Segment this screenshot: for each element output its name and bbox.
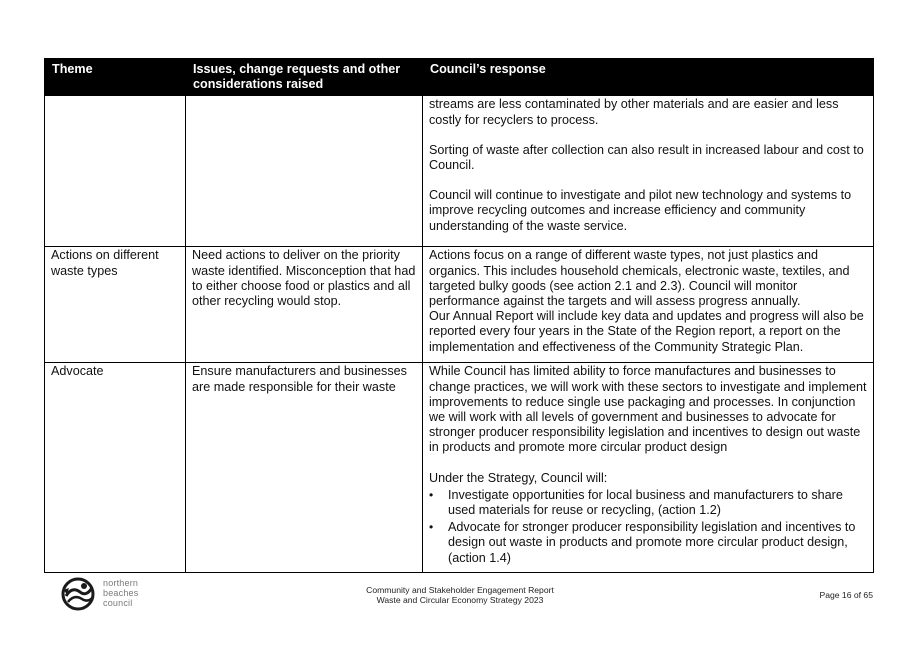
list-item: • Advocate for stronger producer responsibility legislation and incentives to design out waste in products and promote more circular product design, (action 1.4) [448,520,868,566]
logo-line: northern [103,578,139,588]
issues-cell: Need actions to deliver on the priority waste identified. Misconception that had to either choose food or plastics and all other recycling would stop. [186,247,423,363]
theme-cell: Actions on different waste types [45,247,186,363]
list-item: • Investigate opportunities for local business and manufacturers to share used materials for reuse or recycling, (action 1.2) [448,488,868,518]
response-paragraph: Under the Strategy, Council will: [429,470,608,485]
header-response: Council’s response [423,59,874,96]
header-theme: Theme [45,59,186,96]
footer-report-name: Community and Stakeholder Engagement Report [366,585,554,595]
response-paragraph: While Council has limited ability to force manufactures and businesses to change practices, we will work with these sectors to investigate and implement improvements to reduce single use packaging and processes. In conjunction we will work with all levels of government and businesses to advocate for stronger producer responsibility legislation and incentives to design out waste in products and promote more circular product design [429,364,867,455]
theme-cell: Advocate [45,363,186,572]
issues-cell: Ensure manufacturers and businesses are made responsible for their waste [186,363,423,572]
page-number: Page 16 of 65 [819,590,873,600]
response-paragraph: Actions focus on a range of different waste types, not just plastics and organics. This includes household chemicals, electronic waste, textiles, and targeted bulky goods (see action 2.1 and 2.3). Council will monitor performance against the targets and will assess progress annually. [429,248,850,309]
response-paragraph: Our Annual Report will include key data and updates and progress will also be reported every four years in the State of the Region report, a report on the implementation and effectiveness of the Community Strategic Plan. [429,309,864,354]
header-issues: Issues, change requests and other considerations raised [186,59,423,96]
footer-strategy-name: Waste and Circular Economy Strategy 2023 [376,595,544,605]
wave-logo-icon [60,576,100,612]
response-paragraph: streams are less contaminated by other materials and are easier and less costly for recyclers to process. [429,97,839,127]
response-paragraph: Sorting of waste after collection can also result in increased labour and cost to Council. [429,142,864,173]
council-logo [60,576,180,612]
logo-line: beaches [103,588,139,598]
response-paragraph: Council will continue to investigate and pilot new technology and systems to improve recycling outcomes and increase efficiency and community understanding of the waste service. [429,188,852,233]
logo-line: council [103,598,133,608]
logo-wordmark [103,578,138,608]
footer-title [300,585,620,605]
